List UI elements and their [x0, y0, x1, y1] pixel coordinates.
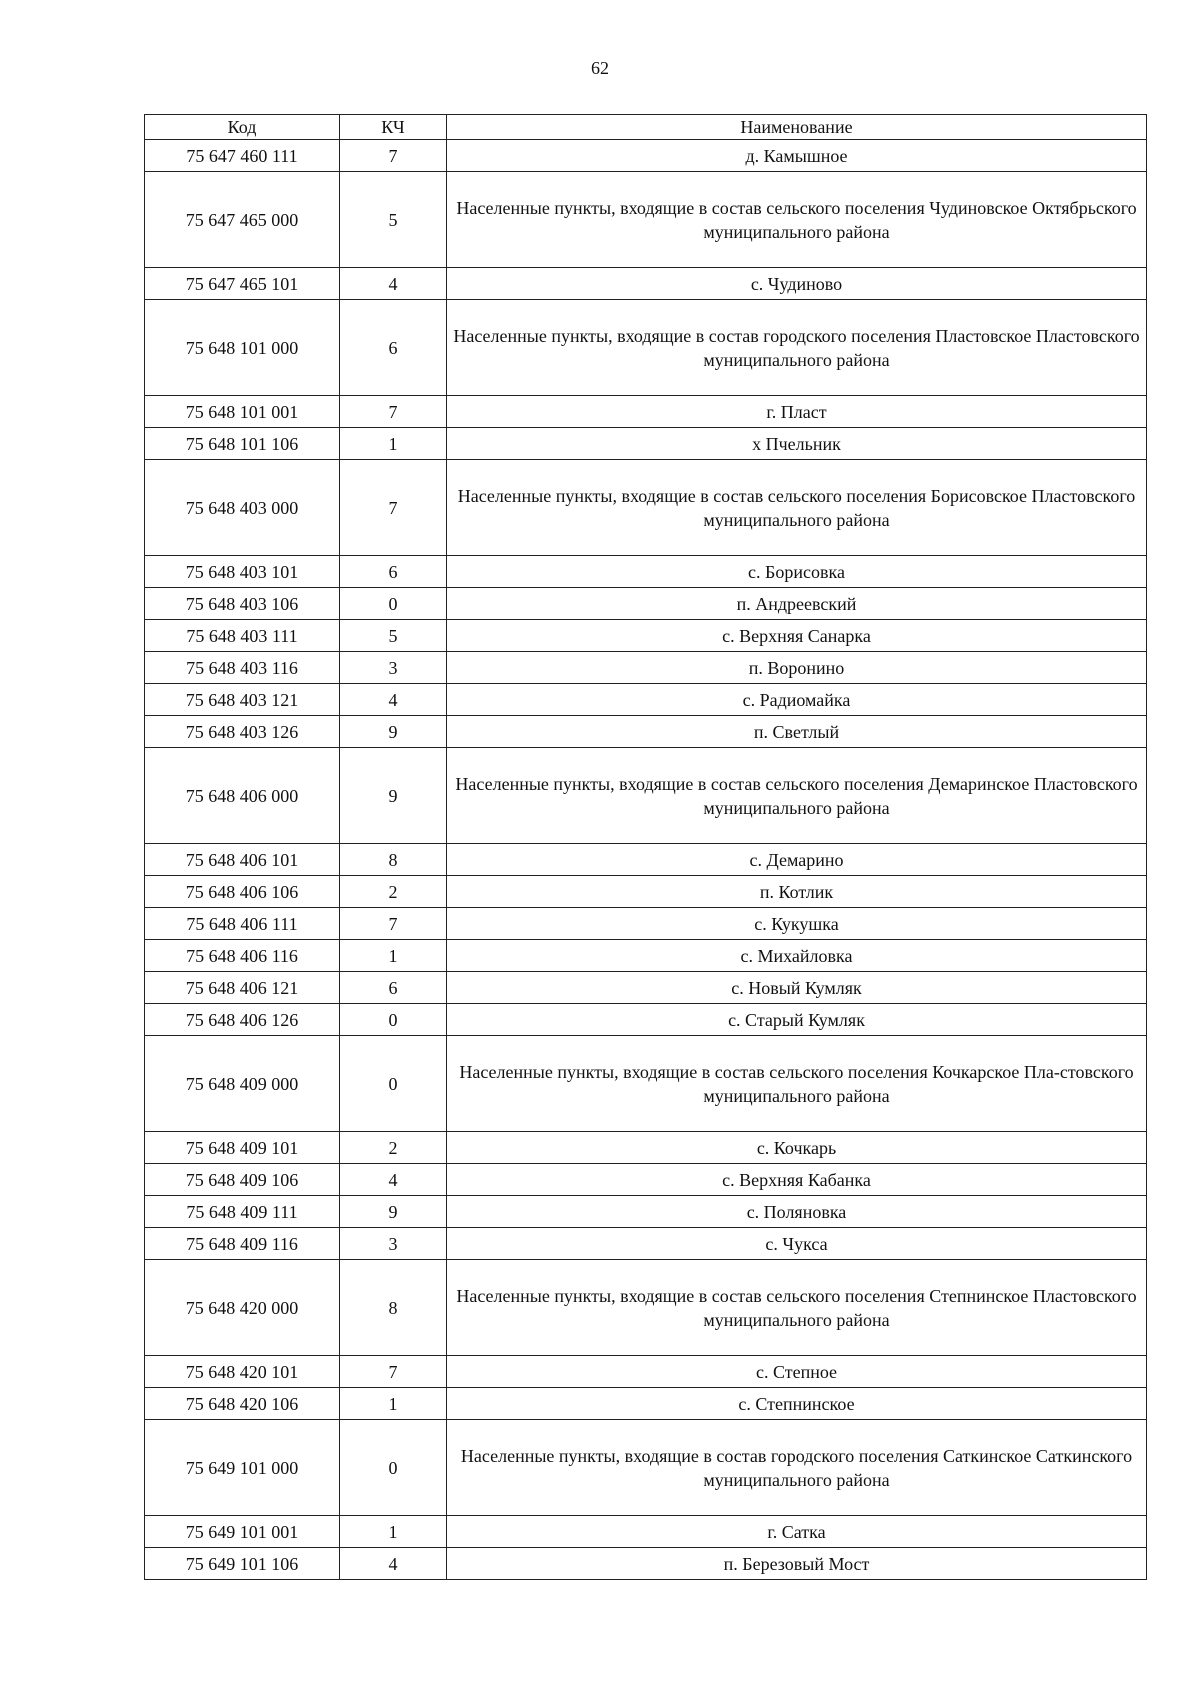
cell-name: с. Михайловка: [447, 940, 1147, 972]
cell-kch: 8: [340, 1260, 447, 1356]
cell-name: с. Кочкарь: [447, 1132, 1147, 1164]
table-header: [145, 115, 1147, 140]
table-row: [145, 588, 1147, 620]
table-row: [145, 684, 1147, 716]
table-row: [145, 1388, 1147, 1420]
cell-kch: 7: [340, 460, 447, 556]
table-row: [145, 620, 1147, 652]
header-row: [145, 115, 1147, 140]
cell-kch: 7: [340, 140, 447, 172]
table-row: [145, 1164, 1147, 1196]
cell-code: 75 647 465 000: [145, 172, 340, 268]
cell-code: 75 648 406 000: [145, 748, 340, 844]
cell-name: с. Радиомайка: [447, 684, 1147, 716]
cell-kch: 5: [340, 620, 447, 652]
cell-kch: 9: [340, 716, 447, 748]
cell-kch: 3: [340, 652, 447, 684]
table-row: [145, 908, 1147, 940]
header-code: Код: [145, 115, 340, 140]
table-row: [145, 268, 1147, 300]
table-row: [145, 140, 1147, 172]
cell-code: 75 648 409 101: [145, 1132, 340, 1164]
cell-code: 75 648 101 001: [145, 396, 340, 428]
cell-code: 75 648 403 121: [145, 684, 340, 716]
cell-code: 75 648 420 000: [145, 1260, 340, 1356]
cell-code: 75 649 101 000: [145, 1420, 340, 1516]
cell-code: 75 648 406 116: [145, 940, 340, 972]
cell-name: с. Кукушка: [447, 908, 1147, 940]
cell-name: п. Воронино: [447, 652, 1147, 684]
cell-code: 75 648 420 101: [145, 1356, 340, 1388]
cell-code: 75 648 409 111: [145, 1196, 340, 1228]
cell-code: 75 648 406 111: [145, 908, 340, 940]
cell-code: 75 649 101 106: [145, 1548, 340, 1580]
cell-kch: 9: [340, 1196, 447, 1228]
cell-name: п. Светлый: [447, 716, 1147, 748]
cell-code: 75 647 460 111: [145, 140, 340, 172]
table-row: [145, 844, 1147, 876]
cell-kch: 4: [340, 1164, 447, 1196]
table-row: [145, 396, 1147, 428]
table-row-group: [145, 1420, 1147, 1516]
cell-name: с. Верхняя Санарка: [447, 620, 1147, 652]
cell-name: с. Борисовка: [447, 556, 1147, 588]
table-row: [145, 940, 1147, 972]
table-row-group: [145, 1260, 1147, 1356]
cell-kch: 7: [340, 1356, 447, 1388]
cell-name: с. Степное: [447, 1356, 1147, 1388]
table-row: [145, 1548, 1147, 1580]
cell-code: 75 648 403 126: [145, 716, 340, 748]
table-row: [145, 1356, 1147, 1388]
table-row-group: [145, 460, 1147, 556]
table-row-group: [145, 1036, 1147, 1132]
cell-kch: 1: [340, 940, 447, 972]
cell-name: Населенные пункты, входящие в состав городского поселения Саткинское Саткинского муниципального района: [447, 1420, 1147, 1516]
cell-kch: 2: [340, 1132, 447, 1164]
cell-name: п. Березовый Мост: [447, 1548, 1147, 1580]
cell-kch: 1: [340, 1516, 447, 1548]
cell-name: с. Чукса: [447, 1228, 1147, 1260]
cell-kch: 7: [340, 908, 447, 940]
header-name: Наименование: [447, 115, 1147, 140]
cell-kch: 4: [340, 268, 447, 300]
cell-kch: 4: [340, 1548, 447, 1580]
cell-kch: 0: [340, 1420, 447, 1516]
table-row: [145, 1132, 1147, 1164]
cell-name: Населенные пункты, входящие в состав сельского поселения Чудиновское Октябрьского муниципального района: [447, 172, 1147, 268]
table-row: [145, 876, 1147, 908]
cell-name: п. Андреевский: [447, 588, 1147, 620]
cell-code: 75 648 406 121: [145, 972, 340, 1004]
cell-kch: 8: [340, 844, 447, 876]
cell-name: с. Новый Кумляк: [447, 972, 1147, 1004]
cell-code: 75 648 403 111: [145, 620, 340, 652]
cell-name: г. Пласт: [447, 396, 1147, 428]
cell-name: п. Котлик: [447, 876, 1147, 908]
table-row: [145, 716, 1147, 748]
cell-kch: 6: [340, 300, 447, 396]
cell-name: с. Демарино: [447, 844, 1147, 876]
cell-kch: 1: [340, 428, 447, 460]
table-body: [145, 140, 1147, 1580]
cell-name: Населенные пункты, входящие в состав сельского поселения Борисовское Пластовского муниципального района: [447, 460, 1147, 556]
cell-name: г. Сатка: [447, 1516, 1147, 1548]
cell-kch: 0: [340, 1036, 447, 1132]
cell-kch: 0: [340, 1004, 447, 1036]
cell-kch: 6: [340, 556, 447, 588]
cell-code: 75 648 101 000: [145, 300, 340, 396]
cell-kch: 7: [340, 396, 447, 428]
cell-name: с. Чудиново: [447, 268, 1147, 300]
cell-code: 75 648 403 106: [145, 588, 340, 620]
table-row: [145, 652, 1147, 684]
cell-kch: 6: [340, 972, 447, 1004]
cell-name: х Пчельник: [447, 428, 1147, 460]
table-row: [145, 972, 1147, 1004]
cell-code: 75 648 101 106: [145, 428, 340, 460]
cell-kch: 9: [340, 748, 447, 844]
table-row-group: [145, 748, 1147, 844]
table-row-group: [145, 172, 1147, 268]
cell-name: д. Камышное: [447, 140, 1147, 172]
cell-kch: 4: [340, 684, 447, 716]
cell-kch: 0: [340, 588, 447, 620]
cell-kch: 3: [340, 1228, 447, 1260]
cell-name: с. Поляновка: [447, 1196, 1147, 1228]
table-row-group: [145, 300, 1147, 396]
cell-code: 75 648 409 106: [145, 1164, 340, 1196]
okato-table: [144, 114, 1147, 1580]
cell-code: 75 648 403 116: [145, 652, 340, 684]
cell-code: 75 648 406 101: [145, 844, 340, 876]
table-row: [145, 428, 1147, 460]
cell-kch: 2: [340, 876, 447, 908]
table-row: [145, 1196, 1147, 1228]
cell-name: Населенные пункты, входящие в состав городского поселения Пластовское Пластовского муниципального района: [447, 300, 1147, 396]
cell-code: 75 647 465 101: [145, 268, 340, 300]
cell-code: 75 649 101 001: [145, 1516, 340, 1548]
table-row: [145, 556, 1147, 588]
table-row: [145, 1004, 1147, 1036]
header-kch: КЧ: [340, 115, 447, 140]
cell-kch: 5: [340, 172, 447, 268]
cell-code: 75 648 406 126: [145, 1004, 340, 1036]
page-number: 62: [591, 58, 609, 78]
cell-name: Населенные пункты, входящие в состав сельского поселения Демаринское Пластовского муниципального района: [447, 748, 1147, 844]
cell-name: с. Верхняя Кабанка: [447, 1164, 1147, 1196]
cell-name: с. Степнинское: [447, 1388, 1147, 1420]
cell-name: Населенные пункты, входящие в состав сельского поселения Кочкарское Пла-стовского муниципального района: [447, 1036, 1147, 1132]
cell-code: 75 648 420 106: [145, 1388, 340, 1420]
cell-kch: 1: [340, 1388, 447, 1420]
cell-name: Населенные пункты, входящие в состав сельского поселения Степнинское Пластовского муниципального района: [447, 1260, 1147, 1356]
cell-code: 75 648 403 101: [145, 556, 340, 588]
cell-name: с. Старый Кумляк: [447, 1004, 1147, 1036]
cell-code: 75 648 406 106: [145, 876, 340, 908]
table-row: [145, 1228, 1147, 1260]
cell-code: 75 648 409 000: [145, 1036, 340, 1132]
cell-code: 75 648 403 000: [145, 460, 340, 556]
table-row: [145, 1516, 1147, 1548]
cell-code: 75 648 409 116: [145, 1228, 340, 1260]
